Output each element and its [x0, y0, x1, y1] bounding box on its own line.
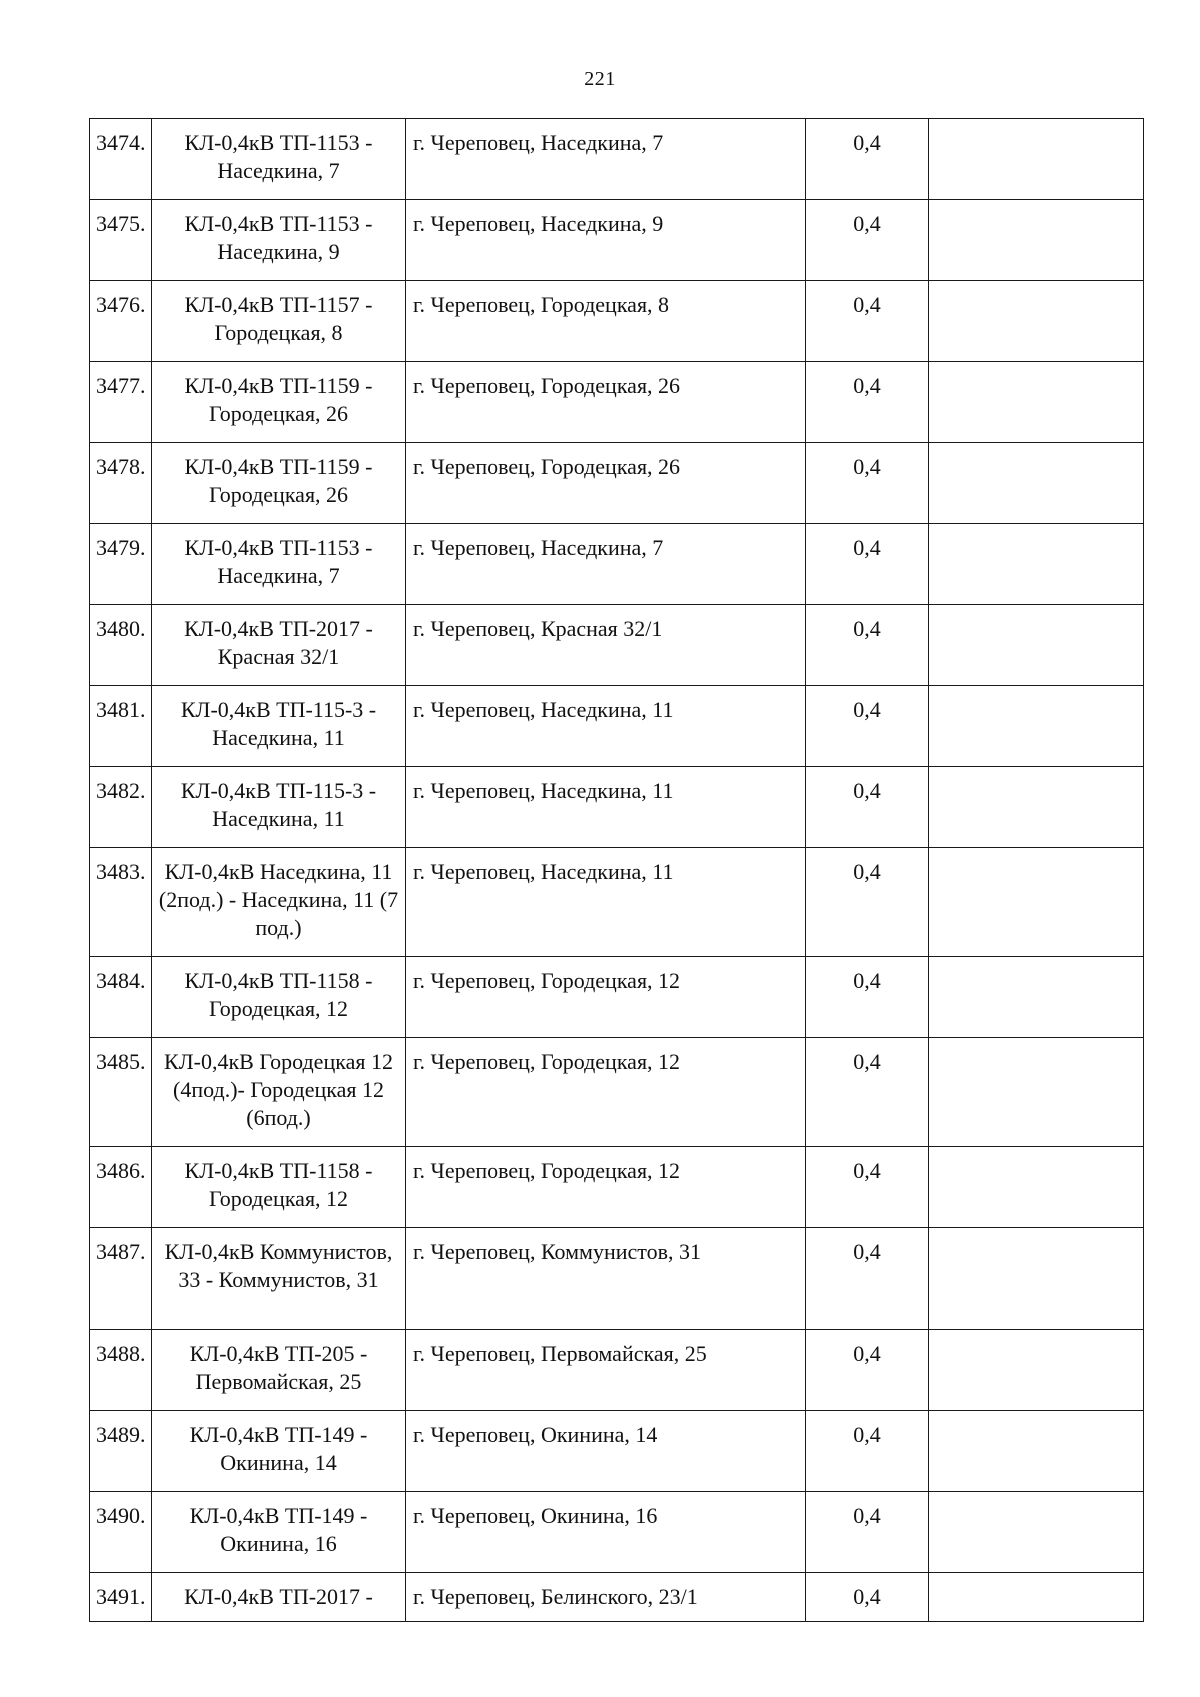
empty-cell [929, 362, 1144, 443]
address-cell: г. Череповец, Коммунистов, 31 [406, 1228, 806, 1330]
address-cell: г. Череповец, Городецкая, 12 [406, 1038, 806, 1147]
row-number-cell: 3491. [90, 1573, 152, 1622]
line-name-cell: КЛ-0,4кВ ТП-2017 - [152, 1573, 406, 1622]
table-row [90, 1492, 1144, 1573]
line-name-cell: КЛ-0,4кВ ТП-1159 - Городецкая, 26 [152, 443, 406, 524]
table-row [90, 1330, 1144, 1411]
line-name-cell: КЛ-0,4кВ ТП-1157 - Городецкая, 8 [152, 281, 406, 362]
voltage-cell: 0,4 [806, 1573, 929, 1622]
empty-cell [929, 119, 1144, 200]
row-number-cell: 3490. [90, 1492, 152, 1573]
empty-cell [929, 605, 1144, 686]
row-number-cell: 3477. [90, 362, 152, 443]
line-name-cell: КЛ-0,4кВ Коммунистов, 33 - Коммунистов, 31 [152, 1228, 406, 1330]
voltage-cell: 0,4 [806, 767, 929, 848]
address-cell: г. Череповец, Окинина, 16 [406, 1492, 806, 1573]
row-number-cell: 3486. [90, 1147, 152, 1228]
line-name-cell: КЛ-0,4кВ ТП-149 - Окинина, 14 [152, 1411, 406, 1492]
table-row [90, 443, 1144, 524]
voltage-cell: 0,4 [806, 443, 929, 524]
empty-cell [929, 767, 1144, 848]
table-row [90, 362, 1144, 443]
empty-cell [929, 686, 1144, 767]
row-number-cell: 3487. [90, 1228, 152, 1330]
line-name-cell: КЛ-0,4кВ ТП-1153 - Наседкина, 9 [152, 200, 406, 281]
table-row [90, 119, 1144, 200]
empty-cell [929, 443, 1144, 524]
row-number-cell: 3484. [90, 957, 152, 1038]
line-name-cell: КЛ-0,4кВ ТП-1158 - Городецкая, 12 [152, 957, 406, 1038]
voltage-cell: 0,4 [806, 957, 929, 1038]
voltage-cell: 0,4 [806, 281, 929, 362]
line-name-cell: КЛ-0,4кВ ТП-1153 - Наседкина, 7 [152, 119, 406, 200]
table-row [90, 524, 1144, 605]
address-cell: г. Череповец, Городецкая, 26 [406, 362, 806, 443]
voltage-cell: 0,4 [806, 524, 929, 605]
table-row [90, 1147, 1144, 1228]
table-row [90, 200, 1144, 281]
row-number-cell: 3478. [90, 443, 152, 524]
table-row [90, 1038, 1144, 1147]
table-row [90, 1228, 1144, 1330]
empty-cell [929, 1038, 1144, 1147]
voltage-cell: 0,4 [806, 362, 929, 443]
voltage-cell: 0,4 [806, 1492, 929, 1573]
address-cell: г. Череповец, Белинского, 23/1 [406, 1573, 806, 1622]
voltage-cell: 0,4 [806, 1228, 929, 1330]
row-number-cell: 3482. [90, 767, 152, 848]
empty-cell [929, 1228, 1144, 1330]
empty-cell [929, 1330, 1144, 1411]
address-cell: г. Череповец, Городецкая, 12 [406, 1147, 806, 1228]
line-name-cell: КЛ-0,4кВ ТП-115-3 - Наседкина, 11 [152, 686, 406, 767]
row-number-cell: 3488. [90, 1330, 152, 1411]
table-row [90, 605, 1144, 686]
address-cell: г. Череповец, Городецкая, 12 [406, 957, 806, 1038]
line-name-cell: КЛ-0,4кВ Наседкина, 11 (2под.) - Наседкина, 11 (7 под.) [152, 848, 406, 957]
row-number-cell: 3479. [90, 524, 152, 605]
voltage-cell: 0,4 [806, 1147, 929, 1228]
address-cell: г. Череповец, Наседкина, 7 [406, 119, 806, 200]
voltage-cell: 0,4 [806, 848, 929, 957]
address-cell: г. Череповец, Наседкина, 11 [406, 686, 806, 767]
table-row [90, 1573, 1144, 1622]
page-number: 221 [584, 68, 616, 90]
empty-cell [929, 1147, 1144, 1228]
line-name-cell: КЛ-0,4кВ ТП-1158 - Городецкая, 12 [152, 1147, 406, 1228]
table-row [90, 957, 1144, 1038]
line-name-cell: КЛ-0,4кВ ТП-1153 - Наседкина, 7 [152, 524, 406, 605]
empty-cell [929, 957, 1144, 1038]
address-cell: г. Череповец, Наседкина, 11 [406, 767, 806, 848]
voltage-cell: 0,4 [806, 686, 929, 767]
empty-cell [929, 281, 1144, 362]
voltage-cell: 0,4 [806, 1411, 929, 1492]
empty-cell [929, 524, 1144, 605]
address-cell: г. Череповец, Красная 32/1 [406, 605, 806, 686]
address-cell: г. Череповец, Наседкина, 11 [406, 848, 806, 957]
table-row [90, 767, 1144, 848]
line-name-cell: КЛ-0,4кВ ТП-1159 - Городецкая, 26 [152, 362, 406, 443]
address-cell: г. Череповец, Наседкина, 7 [406, 524, 806, 605]
line-name-cell: КЛ-0,4кВ Городецкая 12 (4под.)- Городецкая 12 (6под.) [152, 1038, 406, 1147]
table-row [90, 686, 1144, 767]
empty-cell [929, 200, 1144, 281]
voltage-cell: 0,4 [806, 605, 929, 686]
table-row [90, 281, 1144, 362]
line-name-cell: КЛ-0,4кВ ТП-205 - Первомайская, 25 [152, 1330, 406, 1411]
row-number-cell: 3483. [90, 848, 152, 957]
power-line-registry-table [89, 118, 1144, 1622]
row-number-cell: 3476. [90, 281, 152, 362]
row-number-cell: 3481. [90, 686, 152, 767]
row-number-cell: 3475. [90, 200, 152, 281]
line-name-cell: КЛ-0,4кВ ТП-2017 - Красная 32/1 [152, 605, 406, 686]
empty-cell [929, 848, 1144, 957]
address-cell: г. Череповец, Наседкина, 9 [406, 200, 806, 281]
empty-cell [929, 1573, 1144, 1622]
voltage-cell: 0,4 [806, 1038, 929, 1147]
address-cell: г. Череповец, Окинина, 14 [406, 1411, 806, 1492]
row-number-cell: 3485. [90, 1038, 152, 1147]
table-row [90, 848, 1144, 957]
address-cell: г. Череповец, Городецкая, 8 [406, 281, 806, 362]
voltage-cell: 0,4 [806, 200, 929, 281]
row-number-cell: 3489. [90, 1411, 152, 1492]
voltage-cell: 0,4 [806, 119, 929, 200]
address-cell: г. Череповец, Первомайская, 25 [406, 1330, 806, 1411]
address-cell: г. Череповец, Городецкая, 26 [406, 443, 806, 524]
table-row [90, 1411, 1144, 1492]
row-number-cell: 3480. [90, 605, 152, 686]
voltage-cell: 0,4 [806, 1330, 929, 1411]
row-number-cell: 3474. [90, 119, 152, 200]
empty-cell [929, 1492, 1144, 1573]
line-name-cell: КЛ-0,4кВ ТП-115-3 - Наседкина, 11 [152, 767, 406, 848]
line-name-cell: КЛ-0,4кВ ТП-149 - Окинина, 16 [152, 1492, 406, 1573]
empty-cell [929, 1411, 1144, 1492]
